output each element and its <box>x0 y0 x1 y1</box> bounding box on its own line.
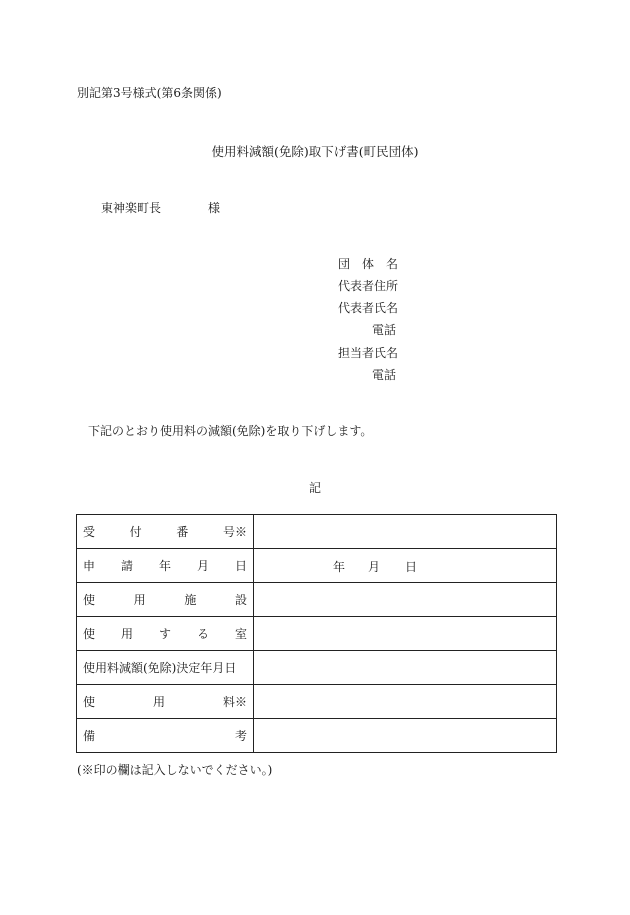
table-row <box>77 651 557 685</box>
label-char: 用 <box>152 695 165 709</box>
label-char: 施 <box>184 593 197 607</box>
body-text: 下記のとおり使用料の減額(免除)を取り下げします。 <box>88 424 373 438</box>
label-char: 受 <box>83 525 96 539</box>
label-char: 用 <box>133 593 146 607</box>
table-row <box>77 685 557 719</box>
footnote: (※印の欄は記入しないでください。) <box>77 763 273 777</box>
label-char: 号※ <box>222 525 247 539</box>
table-row-value-field[interactable] <box>254 719 557 753</box>
date-day-label: 日 <box>405 560 418 574</box>
label-char: 料※ <box>222 695 247 709</box>
table-row <box>77 549 557 583</box>
table-row-value-field[interactable] <box>254 685 557 719</box>
label-char: 考 <box>234 729 247 743</box>
table-row <box>77 617 557 651</box>
label-text <box>83 693 247 710</box>
label-char: 用 <box>120 627 133 641</box>
form-label: 別記第3号様式(第6条関係) <box>77 86 222 100</box>
label-char: 年 <box>158 559 171 573</box>
label-char: 使 <box>83 695 96 709</box>
table-row-value-field[interactable] <box>254 583 557 617</box>
table-row-label <box>77 617 254 651</box>
label-char: 室 <box>234 627 247 641</box>
table-row-label <box>77 583 254 617</box>
table-row <box>77 583 557 617</box>
label-text <box>83 557 247 574</box>
table-row <box>77 515 557 549</box>
table-row-label <box>77 651 254 685</box>
label-char: す <box>158 627 171 641</box>
addressee-name: 東神楽町長 <box>101 201 162 215</box>
table-row-value-field[interactable] <box>254 549 557 583</box>
label-char: る <box>196 627 209 641</box>
label-text <box>83 727 247 744</box>
sender-rep-name-label: 代表者氏名 <box>338 301 399 315</box>
table-row-label <box>77 685 254 719</box>
label-text <box>83 591 247 608</box>
label-char: 月 <box>196 559 209 573</box>
label-text <box>83 659 247 676</box>
table-row-value-field[interactable] <box>254 617 557 651</box>
label-char: 設 <box>234 593 247 607</box>
info-table <box>76 514 557 753</box>
label-char: 備 <box>83 729 96 743</box>
addressee-suffix: 様 <box>208 201 221 215</box>
ki-heading: 記 <box>308 481 321 495</box>
document-title: 使用料減額(免除)取下げ書(町民団体) <box>211 144 419 159</box>
sender-contact-name-label: 担当者氏名 <box>338 346 399 360</box>
sender-contact-phone-label: 電話 <box>372 368 397 382</box>
table-row <box>77 719 557 753</box>
label-char: 使 <box>83 593 96 607</box>
label-char: 番 <box>176 525 189 539</box>
sender-rep-address-label: 代表者住所 <box>338 279 399 293</box>
label-text <box>83 625 247 642</box>
sender-rep-phone-label: 電話 <box>372 323 397 337</box>
table-row-label <box>77 515 254 549</box>
date-month-label: 月 <box>368 560 381 574</box>
table-row-label <box>77 719 254 753</box>
label-char: 使 <box>83 627 96 641</box>
sender-group-name-label: 団 体 名 <box>338 257 399 271</box>
label-text <box>83 523 247 540</box>
date-year-label: 年 <box>333 560 346 574</box>
table-row-value-field[interactable] <box>254 515 557 549</box>
label-char: 申 <box>83 559 96 573</box>
table-row-label <box>77 549 254 583</box>
label-char: 付 <box>129 525 142 539</box>
label-char: 請 <box>120 559 133 573</box>
table-row-value-field[interactable] <box>254 651 557 685</box>
label-char: 日 <box>234 559 247 573</box>
label-char: 使用料減額(免除)決定年月日 <box>83 661 237 675</box>
